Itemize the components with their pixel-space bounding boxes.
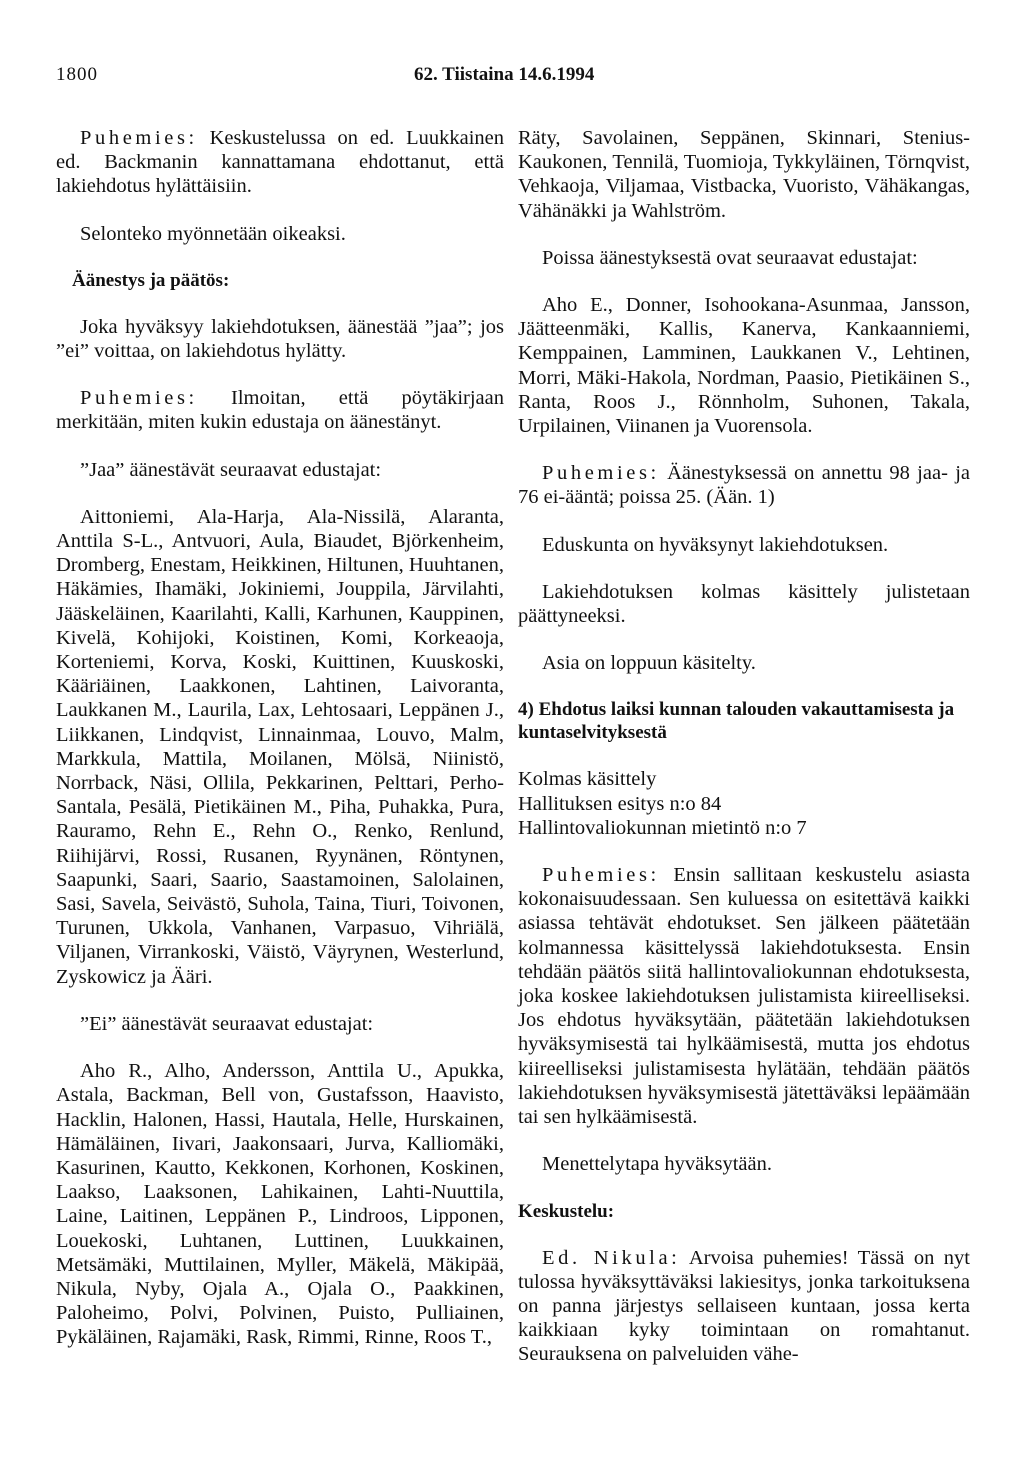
speaker-paragraph: Puhemies: Äänestyksessä on annettu 98 jaa- ja 76 ei-ääntä; poissa 25. (Ään. 1) xyxy=(518,462,970,509)
speaker-name: Puhemies: xyxy=(542,864,660,887)
speaker-paragraph: Puhemies: Ensin sallitaan keskustelu asiasta kokonaisuudessaan. Sen kuluessa on esitettävä kaikki asiassa tehtävät ehdotukset. Sen jälkeen päätetään kolmannessa käsittelyssä lakiehdotuksesta. Ensin tehdään päätös siitä hallintovaliokunnan ehdotuksesta, joka koskee lakiehdotuksen julistamista kiireelliseksi. Jos ehdotus hyväksytään, päätetään lakiehdotuksen hyväksymisestä tai hylkäämisestä, mutta jos ehdotus kiireelliseksi julistamisesta hylätään, tehdään päätös lakiehdotuksen hyväksymisestä jätettäväksi lepäämään tai sen hylkäämisestä. xyxy=(518,864,970,1129)
item-details xyxy=(518,767,970,840)
speaker-name: Puhemies: xyxy=(80,387,198,410)
paragraph: Lakiehdotuksen kolmas käsittely julistetaan päättyneeksi. xyxy=(518,580,970,628)
government-bill: Hallituksen esitys n:o 84 xyxy=(518,792,722,815)
speaker-paragraph: Puhemies: Keskustelussa on ed. Luukkainen ed. Backmanin kannattamana ehdottanut, että lakiehdotus hylättäisiin. xyxy=(56,127,504,198)
speaker-paragraph: Puhemies: Ilmoitan, että pöytäkirjaan merkitään, miten kukin edustaja on äänestänyt. xyxy=(56,387,505,434)
yes-voters-list: Aittoniemi, Ala-Harja, Ala-Nissilä, Alaranta, Anttila S-L., Antvuori, Aula, Biaudet, Björkenheim, Dromberg, Enestam, Heikkinen, Hiltunen, Huuhtanen, Häkämies, Ihamäki, Jokiniemi, Jouppila, Järvilahti, Jääskeläinen, Kaarilahti, Kalli, Karhunen, Kauppinen, Kivelä, Kohijoki, Koistinen, Komi, Korkeaoja, Korteniemi, Korva, Koski, Kuittinen, Kuuskoski, Kääriäinen, Laakkonen, Lahtinen, Laivoranta, Laukkanen M., Laurila, Lax, Lehtosaari, Leppänen J., Liikkanen, Lindqvist, Linnainmaa, Louvo, Malm, Markkula, Mattila, Moilanen, Mölsä, Niinistö, Norrback, Näsi, Ollila, Pekkarinen, Pelttari, Perho-Santala, Pesälä, Pietikäinen M., Piha, Puhakka, Pura, Rauramo, Rehn E., Rehn O., Renko, Renlund, Riihijärvi, Rossi, Rusanen, Ryynänen, Röntynen, Saapunki, Saari, Saario, Saastamoinen, Salolainen, Sasi, Savela, Seivästö, Suhola, Taina, Tiuri, Toivonen, Turunen, Ukkola, Vanhanen, Varpasuo, Vihriälä, Viljanen, Virrankoski, Väistö, Väyrynen, Westerlund, Zyskowicz ja Ääri. xyxy=(56,505,504,988)
reading-label: Kolmas käsittely xyxy=(518,768,657,791)
speaker-name: Puhemies: xyxy=(80,127,198,149)
speaker-name: Puhemies: xyxy=(542,462,660,485)
left-column xyxy=(56,126,504,1350)
absent-list: Aho E., Donner, Isohookana-Asunmaa, Jansson, Jäätteenmäki, Kallis, Kanerva, Kankaanniemi, Kemppainen, Lamminen, Laukkanen V., Lehtinen, Morri, Mäki-Hakola, Nordman, Paasio, Pietikäinen S., Ranta, Roos J., Rönnholm, Suhonen, Takala, Urpilainen, Viinanen ja Vuorensola. xyxy=(518,294,970,438)
paragraph: ”Jaa” äänestävät seuraavat edustajat: xyxy=(80,458,382,481)
no-voters-list-continued: Räty, Savolainen, Seppänen, Skinnari, Stenius-Kaukonen, Tennilä, Tuomioja, Tykkyläinen, Törnqvist, Vehkaoja, Viljamaa, Vistbacka, Vuoristo, Vähäkangas, Vähänäkki ja Wahlström. xyxy=(518,127,970,222)
paragraph: Selonteko myönnetään oikeaksi. xyxy=(80,222,346,245)
speaker-paragraph: Ed. Nikula: Arvoisa puhemies! Tässä on nyt tulossa hyväksyttäväksi lakiesitys, jonka tarkoituksena on panna järjestys sellaiseen kuntaan, jossa kerta kaikkiaan kyky toimintaan on romahtanut. Seurauksena on palveluiden vähe- xyxy=(518,1246,970,1366)
section-heading: Äänestys ja päätös: xyxy=(72,269,230,291)
paragraph: Asia on loppuun käsitelty. xyxy=(542,652,756,675)
section-heading: Keskustelu: xyxy=(518,1200,615,1222)
agenda-item-heading: 4) Ehdotus laiksi kunnan talouden vakauttamisesta ja kuntaselvityksestä xyxy=(518,699,955,744)
paragraph: ”Ei” äänestävät seuraavat edustajat: xyxy=(80,1012,374,1035)
speaker-name: Ed. Nikula: xyxy=(542,1246,681,1269)
paragraph: Eduskunta on hyväksynyt lakiehdotuksen. xyxy=(542,533,889,556)
paragraph: Joka hyväksyy lakiehdotuksen, äänestää ”jaa”; jos ”ei” voittaa, on lakiehdotus hylätty. xyxy=(56,315,504,363)
committee-report: Hallintovaliokunnan mietintö n:o 7 xyxy=(518,816,807,839)
right-column xyxy=(518,126,970,1367)
running-header: 62. Tiistaina 14.6.1994 xyxy=(414,64,595,85)
paragraph: Poissa äänestyksestä ovat seuraavat edustajat: xyxy=(542,246,918,269)
page-number: 1800 xyxy=(56,64,98,85)
paragraph: Menettelytapa hyväksytään. xyxy=(542,1153,772,1176)
no-voters-list: Aho R., Alho, Andersson, Anttila U., Apukka, Astala, Backman, Bell von, Gustafsson, Haavisto, Hacklin, Halonen, Hassi, Hautala, Helle, Hurskainen, Hämäläinen, Iivari, Jaakonsaari, Jurva, Kalliomäki, Kasurinen, Kautto, Kekkonen, Korhonen, Koskinen, Laakso, Laaksonen, Lahikainen, Lahti-Nuuttila, Laine, Laitinen, Leppänen P., Lindroos, Lipponen, Louekoski, Luhtanen, Luttinen, Luukkainen, Metsämäki, Muttilainen, Myller, Mäkelä, Mäkipää, Nikula, Nyby, Ojala A., Ojala O., Paakkinen, Paloheimo, Polvi, Polvinen, Puisto, Pulliainen, Pykäläinen, Rajamäki, Rask, Rimmi, Rinne, Roos T., xyxy=(56,1060,504,1349)
